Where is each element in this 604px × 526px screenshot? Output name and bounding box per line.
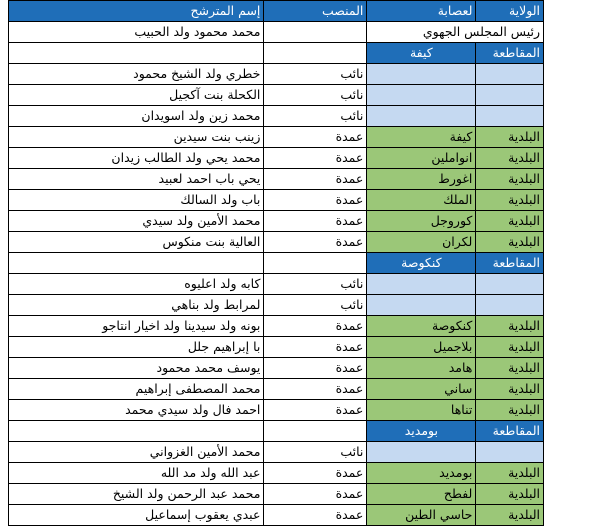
section-name[interactable]: كنكوصة [367,253,476,274]
commune-name-cell[interactable]: كنكوصة [367,316,476,337]
municipality-label-cell[interactable]: البلدية [476,400,544,421]
table-row [9,337,544,358]
table-row [9,463,544,484]
position-cell[interactable]: عمدة [264,316,367,337]
commune-name-cell[interactable]: كيفة [367,127,476,148]
candidate-name-cell[interactable]: يحي باب احمد لعبيد [9,169,264,190]
municipality-label-cell[interactable]: البلدية [476,232,544,253]
candidate-name-cell[interactable]: عبدي يعقوب إسماعيل [9,505,264,526]
candidates-table [8,0,544,526]
candidate-name-cell[interactable]: محمد الأمين ولد سيدي [9,211,264,232]
table-row [9,106,544,127]
candidate-name-cell[interactable]: محمد الأمين الغزواني [9,442,264,463]
municipality-label-cell[interactable]: البلدية [476,505,544,526]
commune-name-cell[interactable]: انواملين [367,148,476,169]
position-cell[interactable]: نائب [264,106,367,127]
section-empty-cell[interactable] [264,421,367,442]
commune-name-cell[interactable]: لفطح [367,484,476,505]
municipality-label-cell[interactable]: البلدية [476,148,544,169]
position-cell[interactable]: نائب [264,295,367,316]
candidate-name-cell[interactable]: با إبراهيم جلل [9,337,264,358]
commune-name-cell[interactable]: بومديد [367,463,476,484]
commune-name-cell[interactable]: بلاجميل [367,337,476,358]
section-header-row [9,421,544,442]
municipality-label-cell[interactable]: البلدية [476,190,544,211]
commune-name-cell[interactable]: هامد [367,358,476,379]
president-role-cell[interactable] [264,22,367,43]
municipality-label-cell[interactable] [476,274,544,295]
commune-name-cell[interactable] [367,295,476,316]
commune-name-cell[interactable]: تناها [367,400,476,421]
commune-name-cell[interactable]: ساني [367,379,476,400]
candidate-name-cell[interactable]: زينب بنت سيدين [9,127,264,148]
position-cell[interactable]: عمدة [264,400,367,421]
position-cell[interactable]: عمدة [264,232,367,253]
candidate-name-cell[interactable]: احمد فال ولد سيدي محمد [9,400,264,421]
position-cell[interactable]: نائب [264,85,367,106]
position-cell[interactable]: عمدة [264,337,367,358]
table-row [9,505,544,526]
candidate-name-cell[interactable]: باب ولد السالك [9,190,264,211]
position-cell[interactable]: عمدة [264,463,367,484]
municipality-label-cell[interactable]: البلدية [476,316,544,337]
president-row [9,22,544,43]
position-cell[interactable]: نائب [264,442,367,463]
commune-name-cell[interactable]: اغورط [367,169,476,190]
table-row [9,85,544,106]
municipality-label-cell[interactable]: البلدية [476,127,544,148]
president-label[interactable]: رئيس المجلس الجهوي [367,22,544,43]
candidate-name-cell[interactable]: محمد المصطفى إبراهيم [9,379,264,400]
section-empty-cell[interactable] [9,421,264,442]
table-row [9,211,544,232]
commune-name-cell[interactable]: لكران [367,232,476,253]
table-row [9,484,544,505]
position-cell[interactable]: عمدة [264,484,367,505]
municipality-label-cell[interactable]: البلدية [476,379,544,400]
table-row [9,379,544,400]
candidate-name-cell[interactable]: الكحلة بنت آكجيل [9,85,264,106]
commune-name-cell[interactable]: كوروجل [367,211,476,232]
municipality-label-cell[interactable] [476,442,544,463]
header-region[interactable]: لعصابة [367,1,476,22]
candidate-name-cell[interactable]: محمد يحي ولد الطالب زيدان [9,148,264,169]
municipality-label-cell[interactable]: البلدية [476,358,544,379]
table-row [9,316,544,337]
candidate-name-cell[interactable]: يوسف محمد محمود [9,358,264,379]
president-name[interactable]: محمد محمود ولد الحبيب [9,22,264,43]
commune-name-cell[interactable]: الملك [367,190,476,211]
municipality-label-cell[interactable]: البلدية [476,337,544,358]
position-cell[interactable]: نائب [264,274,367,295]
municipality-label-cell[interactable]: البلدية [476,169,544,190]
table-row [9,190,544,211]
commune-name-cell[interactable]: حاسي الطين [367,505,476,526]
section-label[interactable]: المقاطعة [476,43,544,64]
position-cell[interactable]: عمدة [264,358,367,379]
candidate-name-cell[interactable]: لمرابط ولد بناهي [9,295,264,316]
table-row [9,64,544,85]
table-row [9,358,544,379]
section-header-row [9,253,544,274]
table-row [9,169,544,190]
section-empty-cell[interactable] [264,43,367,64]
municipality-label-cell[interactable]: البلدية [476,211,544,232]
commune-name-cell[interactable] [367,85,476,106]
section-label[interactable]: المقاطعة [476,421,544,442]
position-cell[interactable]: عمدة [264,169,367,190]
municipality-label-cell[interactable]: البلدية [476,484,544,505]
municipality-label-cell[interactable]: البلدية [476,463,544,484]
position-cell[interactable]: نائب [264,64,367,85]
commune-name-cell[interactable] [367,106,476,127]
header-wilaya[interactable]: الولاية [476,1,544,22]
candidate-name-cell[interactable]: كابه ولد اعليوه [9,274,264,295]
header-candidate-name[interactable]: إسم المترشح [9,1,264,22]
table-row [9,148,544,169]
table-row [9,274,544,295]
section-name[interactable]: كيفة [367,43,476,64]
commune-name-cell[interactable] [367,442,476,463]
section-empty-cell[interactable] [264,253,367,274]
municipality-label-cell[interactable] [476,85,544,106]
table-row [9,442,544,463]
section-header-row [9,43,544,64]
commune-name-cell[interactable] [367,64,476,85]
municipality-label-cell[interactable] [476,64,544,85]
position-cell[interactable]: عمدة [264,148,367,169]
table-row [9,127,544,148]
candidate-name-cell[interactable]: العالية بنت منكوس [9,232,264,253]
position-cell[interactable]: عمدة [264,505,367,526]
candidate-name-cell[interactable]: عبد الله ولد مد الله [9,463,264,484]
candidate-name-cell[interactable]: محمد زين ولد اسويدان [9,106,264,127]
municipality-label-cell[interactable] [476,295,544,316]
commune-name-cell[interactable] [367,274,476,295]
position-cell[interactable]: عمدة [264,379,367,400]
candidate-name-cell[interactable]: خطري ولد الشيخ محمود [9,64,264,85]
section-empty-cell[interactable] [9,43,264,64]
table-row [9,400,544,421]
header-row [9,1,544,22]
section-name[interactable]: بومديد [367,421,476,442]
header-position[interactable]: المنصب [264,1,367,22]
municipality-label-cell[interactable] [476,106,544,127]
candidate-name-cell[interactable]: محمد عبد الرحمن ولد الشيخ [9,484,264,505]
table-row [9,295,544,316]
spreadsheet [8,0,544,526]
table-row [9,232,544,253]
position-cell[interactable]: عمدة [264,127,367,148]
position-cell[interactable]: عمدة [264,190,367,211]
candidate-name-cell[interactable]: بونه ولد سيدينا ولد اخيار انتاجو [9,316,264,337]
position-cell[interactable]: عمدة [264,211,367,232]
section-label[interactable]: المقاطعة [476,253,544,274]
section-empty-cell[interactable] [9,253,264,274]
